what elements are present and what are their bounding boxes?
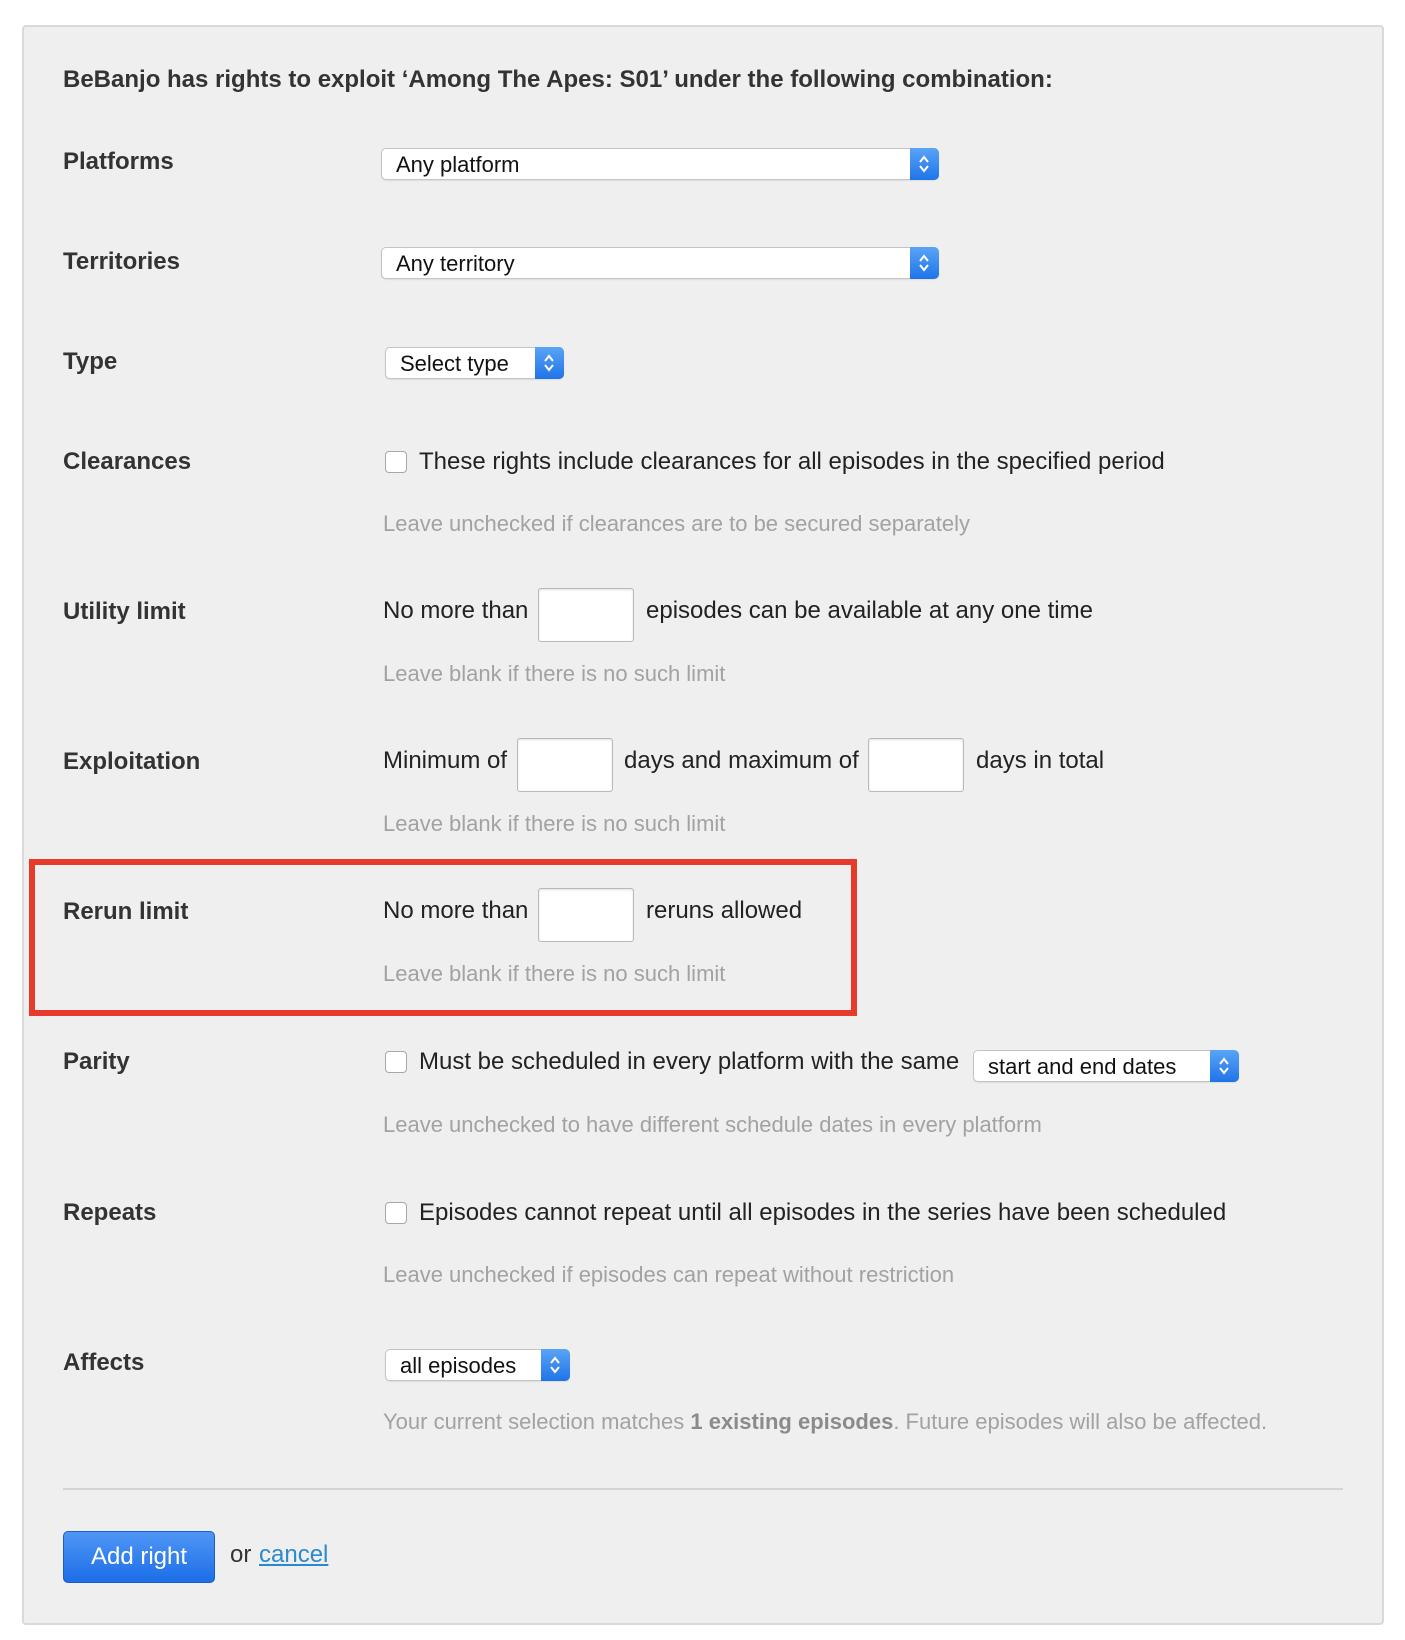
affects-hint [383, 1409, 1267, 1435]
type-select[interactable] [385, 347, 564, 379]
repeats-checkbox[interactable] [385, 1202, 407, 1224]
clearances-checkbox[interactable] [385, 451, 407, 473]
chevron-updown-icon [910, 148, 939, 180]
chevron-updown-icon [1210, 1050, 1239, 1082]
utility-limit-label: Utility limit [63, 598, 186, 625]
exploitation-hint: Leave blank if there is no such limit [383, 811, 726, 836]
utility-limit-suffix: episodes can be available at any one time [646, 597, 1093, 624]
clearances-label: Clearances [63, 448, 192, 475]
exploitation-middle-text: days and maximum of [624, 747, 859, 774]
affects-hint-suffix: . Future episodes will also be affected. [893, 1409, 1268, 1434]
type-label: Type [63, 348, 118, 375]
affects-label: Affects [63, 1349, 145, 1376]
platforms-label: Platforms [63, 148, 174, 175]
parity-hint: Leave unchecked to have different schedule dates in every platform [383, 1112, 1042, 1137]
parity-dates-select[interactable] [973, 1050, 1239, 1082]
form-divider [63, 1488, 1343, 1490]
chevron-updown-icon [910, 247, 939, 279]
utility-limit-hint: Leave blank if there is no such limit [383, 661, 726, 686]
parity-selected-value: start and end dates [988, 1054, 1177, 1079]
exploitation-min-days-input[interactable] [517, 738, 613, 792]
territories-label: Territories [63, 248, 180, 275]
affects-hint-prefix: Your current selection matches [383, 1409, 685, 1434]
type-selected-value: Select type [400, 351, 509, 376]
chevron-updown-icon [541, 1349, 570, 1381]
territories-select[interactable] [381, 247, 939, 279]
exploitation-prefix: Minimum of [383, 747, 508, 774]
rerun-limit-prefix: No more than [383, 897, 529, 924]
affects-select[interactable] [385, 1349, 570, 1381]
affects-hint-count: 1 existing episodes [690, 1409, 894, 1434]
add-right-button[interactable]: Add right [63, 1531, 215, 1583]
parity-checkbox[interactable] [385, 1051, 407, 1073]
exploitation-max-days-input[interactable] [868, 738, 964, 792]
platforms-selected-value: Any platform [396, 152, 520, 177]
parity-label: Parity [63, 1048, 130, 1075]
clearances-hint: Leave unchecked if clearances are to be secured separately [383, 511, 971, 536]
exploitation-label: Exploitation [63, 748, 201, 775]
rerun-limit-suffix: reruns allowed [646, 897, 803, 924]
rerun-limit-hint: Leave blank if there is no such limit [383, 961, 726, 986]
rerun-limit-label: Rerun limit [63, 898, 189, 925]
repeats-label: Repeats [63, 1199, 157, 1226]
cancel-link[interactable]: cancel [259, 1541, 329, 1568]
exploitation-suffix: days in total [976, 747, 1105, 774]
form-heading: BeBanjo has rights to exploit ‘Among The Apes: S01’ under the following combination: [63, 66, 1053, 93]
platforms-select[interactable] [381, 148, 939, 180]
or-text: or [230, 1541, 252, 1568]
affects-selected-value: all episodes [400, 1353, 517, 1378]
repeats-checkbox-text: Episodes cannot repeat until all episodes in the series have been scheduled [419, 1199, 1227, 1226]
clearances-checkbox-text: These rights include clearances for all episodes in the specified period [419, 448, 1165, 475]
chevron-updown-icon [535, 347, 564, 379]
utility-limit-input[interactable] [538, 588, 634, 642]
repeats-hint: Leave unchecked if episodes can repeat without restriction [383, 1262, 955, 1287]
parity-checkbox-text: Must be scheduled in every platform with the same [419, 1048, 960, 1075]
territories-selected-value: Any territory [396, 251, 515, 276]
utility-limit-prefix: No more than [383, 597, 529, 624]
rerun-limit-highlight-box [29, 859, 857, 1016]
